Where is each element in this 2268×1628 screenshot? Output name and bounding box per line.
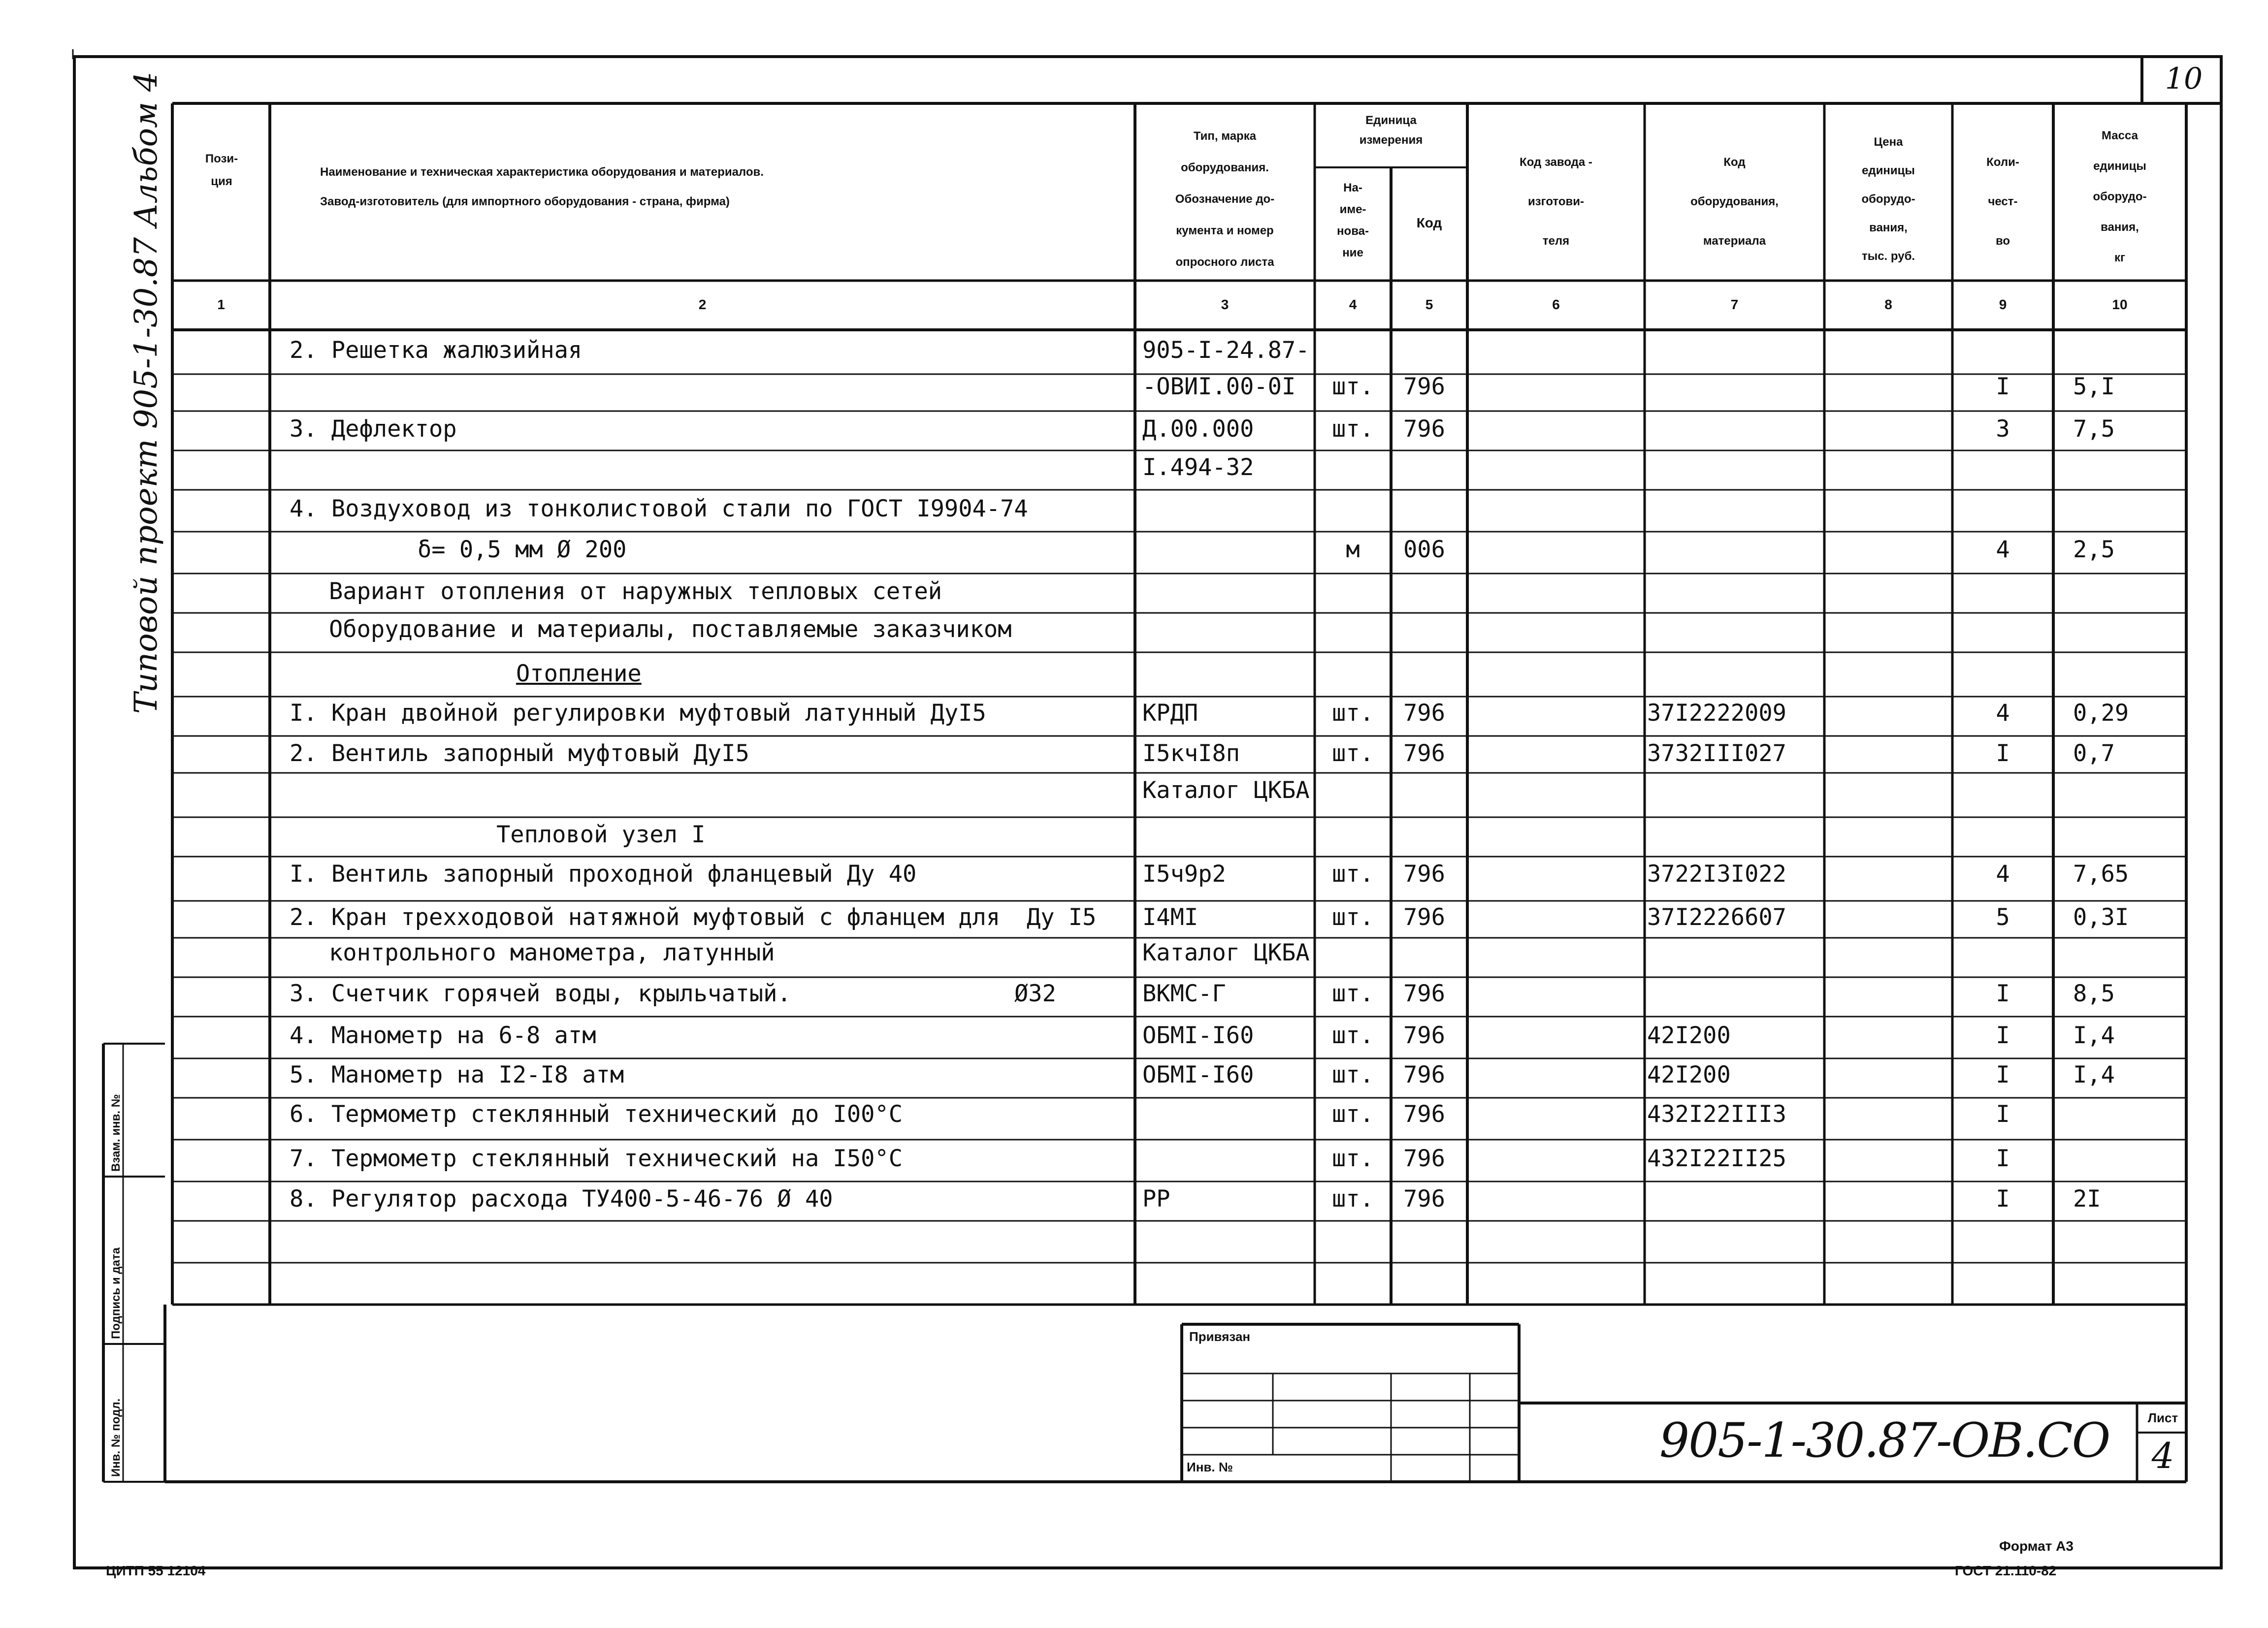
header-col9-line2: чест- <box>1988 195 2018 208</box>
row-4-type: I.494-32 <box>1142 454 1254 481</box>
row-22-type: РР <box>1142 1185 1170 1213</box>
row-19-mass: I,4 <box>2073 1061 2115 1088</box>
header-col2-line2: Завод-изготовитель (для импортного оборудования - страна, фирма) <box>320 195 730 208</box>
header-col45-top <box>1315 111 1467 150</box>
row-12-type: Каталог ЦКБА <box>1142 777 1310 804</box>
header-col8-line1: Цена <box>1874 135 1903 149</box>
row-22-quantity: I <box>1996 1185 2010 1213</box>
row-3-unit-code: 796 <box>1403 415 1445 443</box>
header-col5: Код <box>1416 215 1442 230</box>
row-18-unit: шт. <box>1332 1022 1374 1049</box>
header-col7-line1: Код <box>1723 156 1746 169</box>
row-18-name: 4. Манометр на 6-8 атм <box>290 1022 596 1049</box>
row-19-name: 5. Манометр на I2-I8 атм <box>290 1061 624 1088</box>
header-col9 <box>1952 143 2053 261</box>
row-14-unit-code: 796 <box>1403 861 1445 888</box>
privyazan-label: Привязан <box>1189 1329 1251 1344</box>
row-7-name: Вариант отопления от наружных тепловых сетей <box>329 578 942 605</box>
header-col3-line3: Обозначение до- <box>1175 192 1275 206</box>
colnum-2: 2 <box>698 297 707 312</box>
header-col9-line1: Коли- <box>1986 156 2019 169</box>
row-1-type: 905-I-24.87- <box>1142 337 1310 364</box>
row-11-unit-code: 796 <box>1403 740 1445 767</box>
row-20-name: 6. Термометр стеклянный технический до I00°C <box>290 1101 903 1128</box>
row-19-unit: шт. <box>1332 1061 1374 1088</box>
row-13-name: Тепловой узел I <box>496 821 706 848</box>
header-col8-line5: тыс. руб. <box>1861 250 1915 263</box>
header-col2 <box>276 148 1133 207</box>
row-10-material-code: 37I2222009 <box>1647 700 1786 727</box>
header-col10-line1: Масса <box>2102 129 2138 142</box>
row-17-name: 3. Счетчик горячей воды, крыльчатый. <box>290 980 791 1007</box>
stamp-inv-podl: Инв. № подл. <box>109 1398 123 1477</box>
header-col8 <box>1824 128 1952 271</box>
row-20-material-code: 432I22III3 <box>1647 1101 1786 1128</box>
row-6-name: δ= 0,5 мм Ø 200 <box>418 536 627 563</box>
row-17-quantity: I <box>1996 980 2010 1007</box>
row-18-material-code: 42I200 <box>1647 1022 1731 1049</box>
row-11-mass: 0,7 <box>2073 740 2115 767</box>
header-col10-line4: вания, <box>2101 221 2139 234</box>
row-22-unit-code: 796 <box>1403 1185 1445 1213</box>
row-11-unit: шт. <box>1332 740 1374 767</box>
row-17-name-extra: Ø32 <box>1014 980 1056 1007</box>
row-18-mass: I,4 <box>2073 1022 2115 1049</box>
colnum-5: 5 <box>1425 297 1433 312</box>
header-col3-line1: Тип, марка <box>1193 129 1257 143</box>
header-col2-line1: Наименование и техническая характеристика оборудования и материалов. <box>320 165 764 179</box>
header-col10 <box>2053 121 2186 273</box>
page-number: 10 <box>2165 62 2203 96</box>
row-10-name: I. Кран двойной регулировки муфтовый латунный ДуI5 <box>290 700 986 727</box>
header-col4-line3: нова- <box>1337 224 1369 238</box>
row-15-mass: 0,3I <box>2073 904 2129 931</box>
row-15-name-extra: Ду I5 <box>1027 904 1097 931</box>
row-14-unit: шт. <box>1332 861 1374 888</box>
row-3-name: 3. Дефлектор <box>290 415 457 443</box>
row-19-type: ОБМI-I60 <box>1142 1061 1254 1088</box>
org-code-label: ЦИТП 55 12104 <box>106 1563 206 1578</box>
row-10-quantity: 4 <box>1996 700 2010 727</box>
format-label: Формат А3 <box>1999 1538 2074 1554</box>
row-2-mass: 5,I <box>2073 373 2115 400</box>
header-col4-line2: име- <box>1339 203 1366 216</box>
row-15-unit: шт. <box>1332 904 1374 931</box>
header-col1-line1: Пози- <box>205 152 238 165</box>
row-22-name: 8. Регулятор расхода ТУ400-5-46-76 Ø 40 <box>290 1185 833 1213</box>
row-11-material-code: 3732III027 <box>1647 740 1786 767</box>
row-20-quantity: I <box>1996 1101 2010 1128</box>
row-18-type: ОБМI-I60 <box>1142 1022 1254 1049</box>
colnum-1: 1 <box>217 297 225 312</box>
colnum-8: 8 <box>1884 297 1892 312</box>
colnum-6: 6 <box>1552 297 1560 312</box>
header-col6-line1: Код завода - <box>1520 156 1592 169</box>
stamp-podpis-data: Подпись и дата <box>109 1247 123 1339</box>
colnum-9: 9 <box>1999 297 2007 312</box>
row-19-material-code: 42I200 <box>1647 1061 1731 1088</box>
header-col4-line1: На- <box>1343 181 1362 194</box>
row-22-unit: шт. <box>1332 1185 1374 1213</box>
row-2-unit: шт. <box>1332 373 1374 400</box>
row-21-material-code: 432I22II25 <box>1647 1145 1786 1172</box>
row-11-quantity: I <box>1996 740 2010 767</box>
header-col9-line3: во <box>1995 234 2010 248</box>
row-17-unit: шт. <box>1332 980 1374 1007</box>
stamp-vzam-inv: Взам. инв. № <box>109 1094 123 1172</box>
row-3-unit: шт. <box>1332 415 1374 443</box>
colnum-7: 7 <box>1730 297 1739 312</box>
row-14-mass: 7,65 <box>2073 861 2129 888</box>
row-14-quantity: 4 <box>1996 861 2010 888</box>
row-11-type: I5кчI8п <box>1142 740 1240 767</box>
header-col10-line2: единицы <box>2093 160 2146 173</box>
sheet-number: 4 <box>2151 1435 2174 1476</box>
header-col6 <box>1467 143 1645 261</box>
header-col7-line3: материала <box>1703 234 1766 248</box>
header-col8-line2: единицы <box>1862 164 1915 177</box>
row-15-quantity: 5 <box>1996 904 2010 931</box>
header-col3 <box>1135 121 1315 278</box>
header-col6-line3: теля <box>1542 234 1570 248</box>
header-col10-line5: кг <box>2114 251 2125 264</box>
header-col1 <box>173 148 270 193</box>
row-17-unit-code: 796 <box>1403 980 1445 1007</box>
row-15-name: 2. Кран трехходовой натяжной муфтовый с фланцем для <box>290 904 1001 931</box>
header-unit-line2: измерения <box>1359 133 1423 147</box>
row-15-unit-code: 796 <box>1403 904 1445 931</box>
row-16-type: Каталог ЦКБА <box>1142 939 1310 966</box>
colnum-3: 3 <box>1221 297 1229 312</box>
header-col3-line5: опросного листа <box>1175 255 1274 269</box>
header-unit-line1: Единица <box>1365 114 1417 127</box>
row-3-type: Д.00.000 <box>1142 415 1254 443</box>
row-10-unit: шт. <box>1332 700 1374 727</box>
row-20-unit: шт. <box>1332 1101 1374 1128</box>
header-col1-line2: ция <box>211 175 232 188</box>
header-col4 <box>1315 177 1391 264</box>
header-col6-line2: изготови- <box>1527 195 1585 208</box>
row-19-quantity: I <box>1996 1061 2010 1088</box>
row-21-quantity: I <box>1996 1145 2010 1172</box>
sheet-label: Лист <box>2147 1410 2178 1425</box>
row-15-material-code: 37I2226607 <box>1647 904 1786 931</box>
row-6-mass: 2,5 <box>2073 536 2115 563</box>
row-3-mass: 7,5 <box>2073 415 2115 443</box>
header-col10-line3: оборудо- <box>2093 190 2147 203</box>
row-6-unit: м <box>1346 536 1360 563</box>
row-21-unit: шт. <box>1332 1145 1374 1172</box>
inv-no-label: Инв. № <box>1187 1460 1233 1474</box>
row-6-quantity: 4 <box>1996 536 2010 563</box>
row-22-mass: 2I <box>2073 1185 2101 1213</box>
header-col8-line4: вания, <box>1869 221 1908 234</box>
row-10-type: КРДП <box>1142 700 1199 727</box>
row-5-name: 4. Воздуховод из тонколистовой стали по ГОСТ I9904-74 <box>290 495 1028 522</box>
row-2-type: -ОВИI.00-0I <box>1142 373 1296 400</box>
row-14-material-code: 3722I3I022 <box>1647 861 1786 888</box>
colnum-4: 4 <box>1349 297 1357 312</box>
header-col4-line4: ние <box>1342 246 1363 259</box>
row-2-quantity: I <box>1996 373 2010 400</box>
header-col3-line2: оборудования. <box>1181 161 1269 174</box>
header-col7-line2: оборудования, <box>1690 195 1779 208</box>
row-1-name: 2. Решетка жалюзийная <box>290 337 583 364</box>
row-21-unit-code: 796 <box>1403 1145 1445 1172</box>
document-code: 905-1-30.87-ОВ.СО <box>1659 1413 2110 1468</box>
row-14-name: I. Вентиль запорный проходной фланцевый Ду 40 <box>290 861 917 888</box>
row-14-type: I5ч9р2 <box>1142 861 1226 888</box>
colnum-10: 10 <box>2112 297 2128 312</box>
sidebar-title: Типовой проект 905-1-30.87 Альбом 4 <box>128 71 164 714</box>
row-19-unit-code: 796 <box>1403 1061 1445 1088</box>
gost-label: ГОСТ 21.110-82 <box>1955 1563 2057 1578</box>
row-2-unit-code: 796 <box>1403 373 1445 400</box>
row-11-name: 2. Вентиль запорный муфтовый ДуI5 <box>290 740 749 767</box>
row-15-type: I4MI <box>1142 904 1199 931</box>
header-col3-line4: кумента и номер <box>1176 224 1274 237</box>
header-col7 <box>1645 143 1824 261</box>
row-20-unit-code: 796 <box>1403 1101 1445 1128</box>
row-3-quantity: 3 <box>1996 415 2010 443</box>
row-17-type: ВКМС-Г <box>1142 980 1226 1007</box>
row-16-name: контрольного манометра, латунный <box>329 939 775 966</box>
row-10-unit-code: 796 <box>1403 700 1445 727</box>
row-9-name: Отопление <box>516 660 642 687</box>
row-8-name: Оборудование и материалы, поставляемые заказчиком <box>329 616 1012 643</box>
row-10-mass: 0,29 <box>2073 700 2129 727</box>
header-col8-line3: оборудо- <box>1861 192 1915 206</box>
row-18-quantity: I <box>1996 1022 2010 1049</box>
row-18-unit-code: 796 <box>1403 1022 1445 1049</box>
row-17-mass: 8,5 <box>2073 980 2115 1007</box>
row-21-name: 7. Термометр стеклянный технический на I50°C <box>290 1145 903 1172</box>
row-6-unit-code: 006 <box>1403 536 1445 563</box>
